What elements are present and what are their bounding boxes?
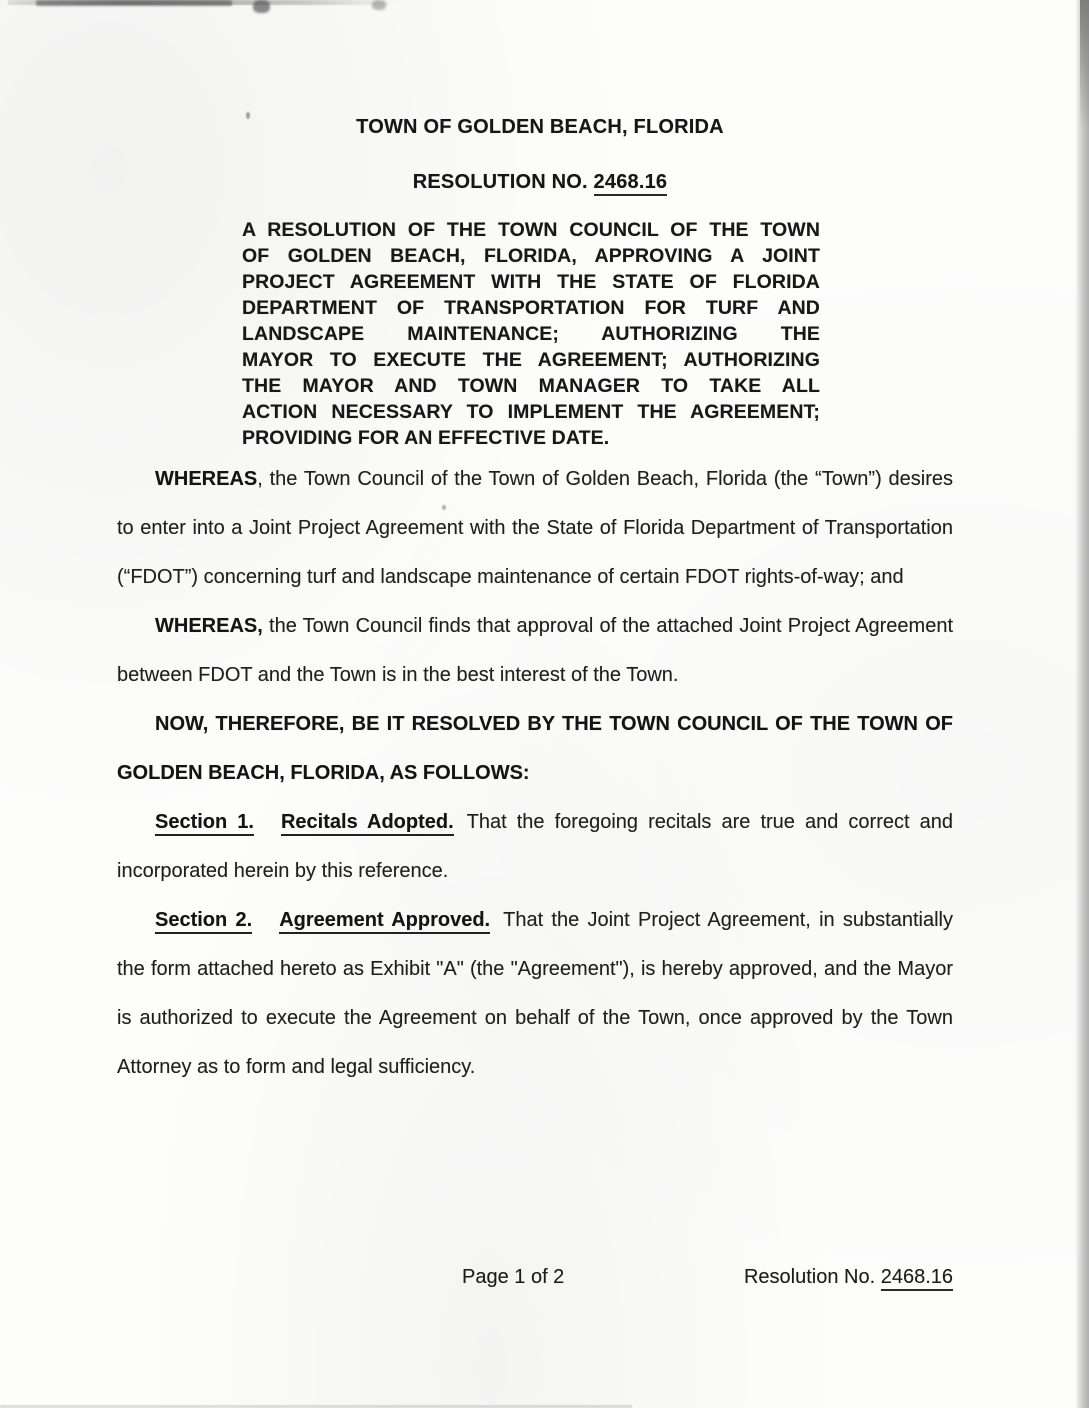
section-1-number: Section 1. — [155, 811, 254, 836]
whereas-2-text: the Town Council finds that approval of the attached Joint Project Agreement between FDOT and the Town is in the best interest of the Town. — [117, 615, 953, 686]
paragraph-now-therefore: NOW, THEREFORE, BE IT RESOLVED BY THE TOWN COUNCIL OF THE TOWN OF GOLDEN BEACH, FLORIDA, AS FOLLOWS: — [117, 713, 953, 784]
paragraph-section-2 — [117, 896, 953, 1092]
paragraph-whereas-2 — [117, 602, 953, 700]
document-title: TOWN OF GOLDEN BEACH, FLORIDA — [356, 116, 724, 138]
whereas-1-text: , the Town Council of the Town of Golden Beach, Florida (the “Town”) desires to enter into a Joint Project Agreement with the State of Florida Department of Transportation (“FDOT”) concerning turf and landscape maintenance of certain FDOT rights-of-way; and — [117, 468, 953, 588]
resolution-summary-line: LANDSCAPE MAINTENANCE; AUTHORIZING THE — [242, 323, 820, 345]
footer-resolution-ref-number: 2468.16 — [881, 1266, 953, 1291]
resolution-summary-line: OF GOLDEN BEACH, FLORIDA, APPROVING A JOINT — [242, 245, 820, 267]
resolution-heading — [0, 171, 1080, 194]
resolution-heading-number: 2468.16 — [594, 171, 668, 196]
scan-artifact-smudge — [253, 0, 270, 13]
section-2-number: Section 2. — [155, 909, 252, 934]
section-2-text: That the Joint Project Agreement, in substantially the form attached hereto as Exhibit "A" (the "Agreement"), is hereby approved, and the Mayor is authorized to execute the Agreement on behalf of the Town, once approved by the Town Attorney as to form and legal sufficiency. — [117, 909, 953, 1078]
paragraph-whereas-1 — [117, 455, 953, 602]
resolution-summary-line: PROJECT AGREEMENT WITH THE STATE OF FLORIDA — [242, 271, 820, 293]
scan-artifact-top-bar — [36, 0, 232, 6]
resolution-summary-line: DEPARTMENT OF TRANSPORTATION FOR TURF AND — [242, 297, 820, 319]
document-body — [117, 455, 953, 1092]
resolution-summary-line: A RESOLUTION OF THE TOWN COUNCIL OF THE TOWN — [242, 219, 820, 241]
resolution-summary-line: ACTION NECESSARY TO IMPLEMENT THE AGREEMENT; — [242, 401, 820, 423]
whereas-1-lead: WHEREAS — [155, 468, 258, 490]
section-2-heading: Agreement Approved. — [279, 909, 490, 934]
footer-page-number: Page 1 of 2 — [462, 1266, 565, 1288]
scan-artifact-right-edge — [1075, 0, 1089, 1408]
scan-artifact-smudge — [372, 0, 386, 10]
resolution-heading-label: RESOLUTION NO. — [412, 171, 594, 193]
paragraph-section-1 — [117, 798, 953, 896]
resolution-summary-line: PROVIDING FOR AN EFFECTIVE DATE. — [242, 427, 610, 449]
section-1-text: That the foregoing recitals are true and correct and incorporated herein by this reference. — [117, 811, 953, 882]
footer-resolution-ref-label: Resolution No. — [743, 1266, 881, 1288]
resolution-summary-line: THE MAYOR AND TOWN MANAGER TO TAKE ALL — [242, 375, 820, 397]
resolution-summary-block — [242, 217, 820, 451]
page-footer — [0, 1266, 1089, 1296]
whereas-2-lead: WHEREAS, — [155, 615, 263, 637]
resolution-summary-line: MAYOR TO EXECUTE THE AGREEMENT; AUTHORIZING — [242, 349, 820, 371]
footer-resolution-ref — [744, 1266, 953, 1289]
section-1-heading: Recitals Adopted. — [281, 811, 454, 836]
